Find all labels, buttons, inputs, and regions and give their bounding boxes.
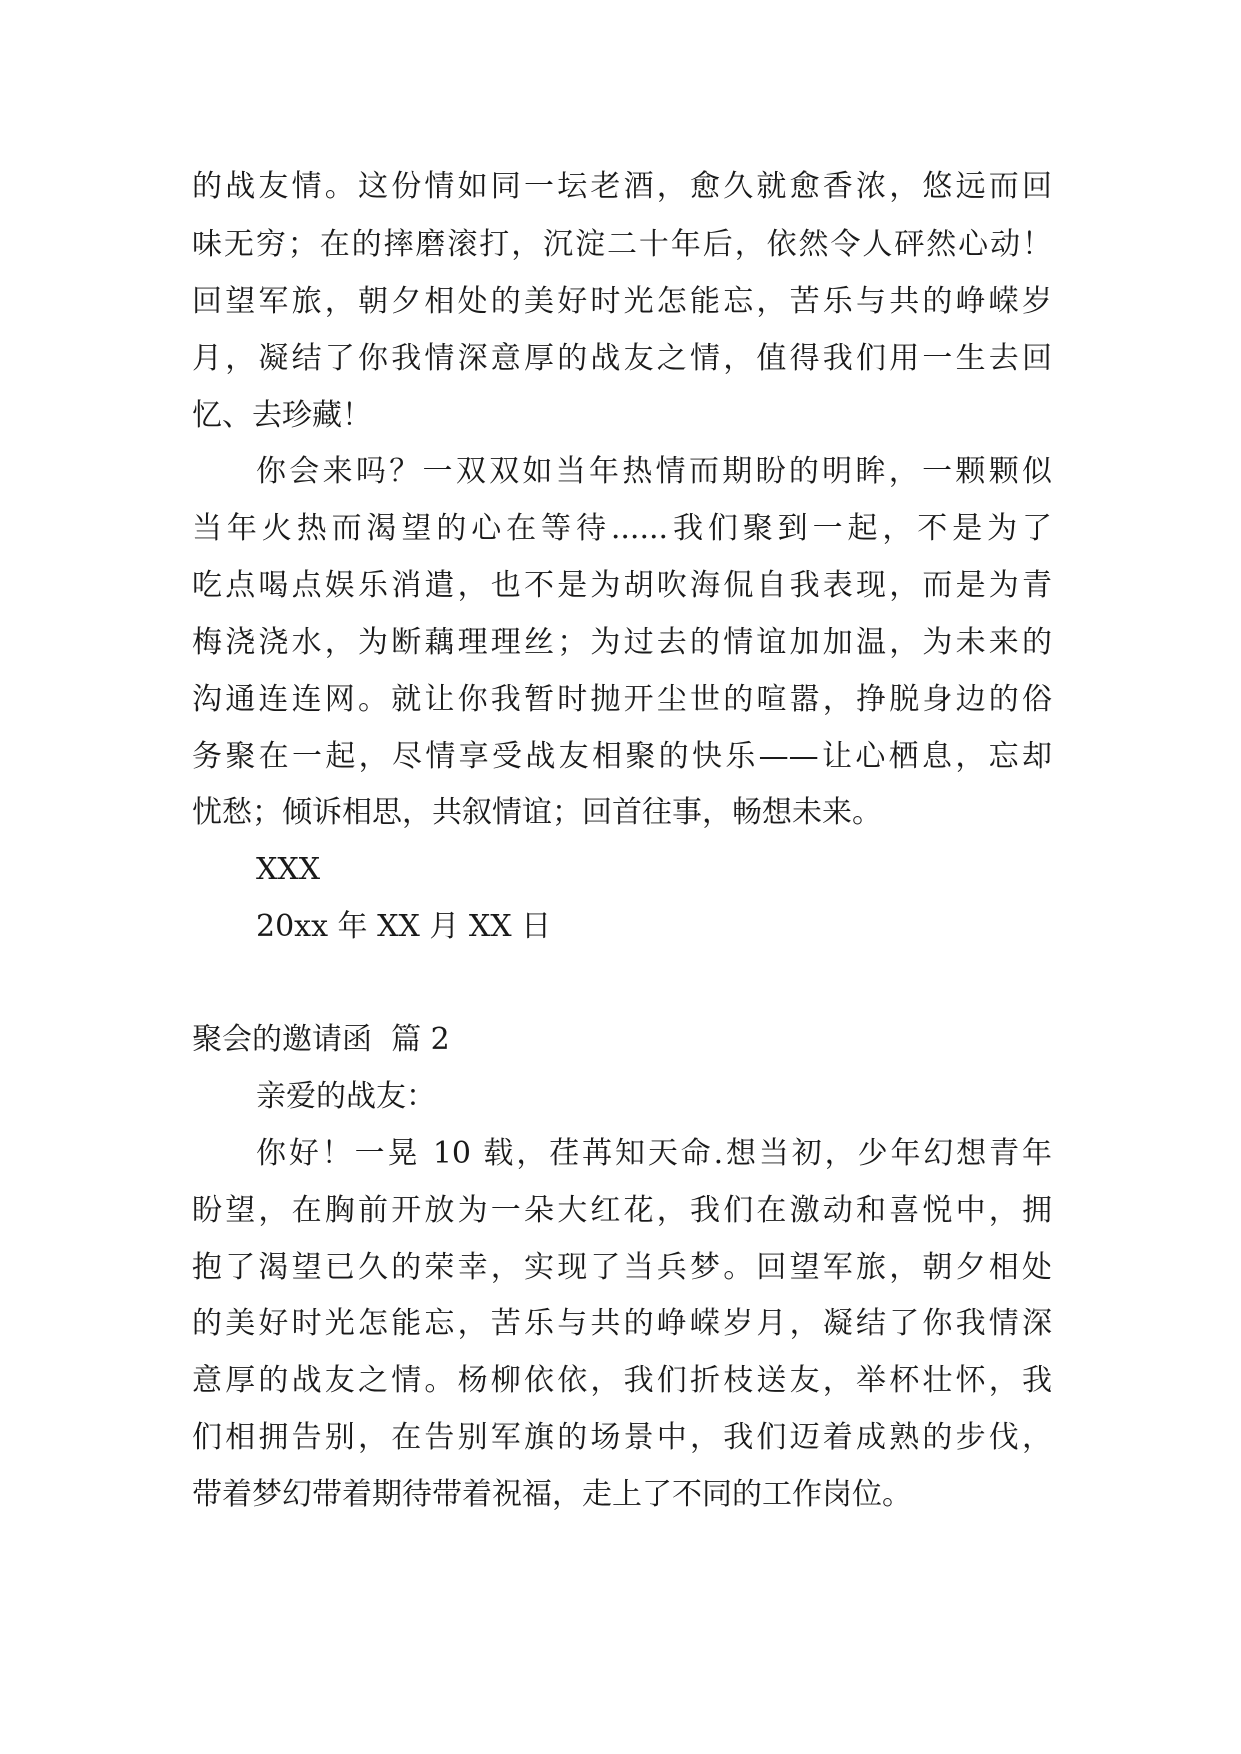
- paragraph-line: 沟通连连网。就让你我暂时抛开尘世的喧嚣，挣脱身边的俗: [192, 682, 1052, 717]
- paragraph-line: 的美好时光怎能忘，苦乐与共的峥嵘岁月，凝结了你我情深: [192, 1306, 1052, 1341]
- greeting: 亲爱的战友：: [256, 1079, 436, 1114]
- paragraph-line: 忧愁；倾诉相思，共叙情谊；回首往事，畅想未来。: [192, 795, 882, 830]
- paragraph-line: 当年火热而渴望的心在等待......我们聚到一起，不是为了: [192, 511, 1052, 546]
- paragraph-line: 吃点喝点娱乐消遣，也不是为胡吹海侃自我表现，而是为青: [192, 568, 1052, 603]
- paragraph-line: 忆、去珍藏！: [192, 398, 372, 433]
- paragraph-line: 你好！一晃 10 载，荏苒知天命.想当初，少年幻想青年: [256, 1136, 1052, 1171]
- paragraph-line: 抱了渴望已久的荣幸，实现了当兵梦。回望军旅，朝夕相处: [192, 1250, 1052, 1285]
- paragraph-line: 月，凝结了你我情深意厚的战友之情，值得我们用一生去回: [192, 341, 1052, 376]
- paragraph-line: 务聚在一起，尽情享受战友相聚的快乐——让心栖息，忘却: [192, 739, 1052, 774]
- section-title: 聚会的邀请函 篇 2: [192, 1022, 450, 1057]
- paragraph-line: 带着梦幻带着期待带着祝福，走上了不同的工作岗位。: [192, 1477, 912, 1512]
- paragraph-line: 梅浇浇水，为断藕理理丝；为过去的情谊加加温，为未来的: [192, 625, 1052, 660]
- signature-date: 20xx 年 XX 月 XX 日: [256, 909, 552, 944]
- paragraph-line: 回望军旅，朝夕相处的美好时光怎能忘，苦乐与共的峥嵘岁: [192, 284, 1052, 319]
- signature-name: XXX: [256, 852, 321, 887]
- paragraph-line: 们相拥告别，在告别军旗的场景中，我们迈着成熟的步伐，: [192, 1420, 1052, 1455]
- paragraph-line: 盼望，在胸前开放为一朵大红花，我们在激动和喜悦中，拥: [192, 1193, 1052, 1228]
- paragraph-line: 意厚的战友之情。杨柳依依，我们折枝送友，举杯壮怀，我: [192, 1363, 1052, 1398]
- paragraph-line: 你会来吗？一双双如当年热情而期盼的明眸，一颗颗似: [256, 454, 1052, 489]
- paragraph-line: 味无穷；在的摔磨滚打，沉淀二十年后，依然令人砰然心动！: [192, 227, 1052, 262]
- paragraph-line: 的战友情。这份情如同一坛老酒，愈久就愈香浓，悠远而回: [192, 169, 1052, 204]
